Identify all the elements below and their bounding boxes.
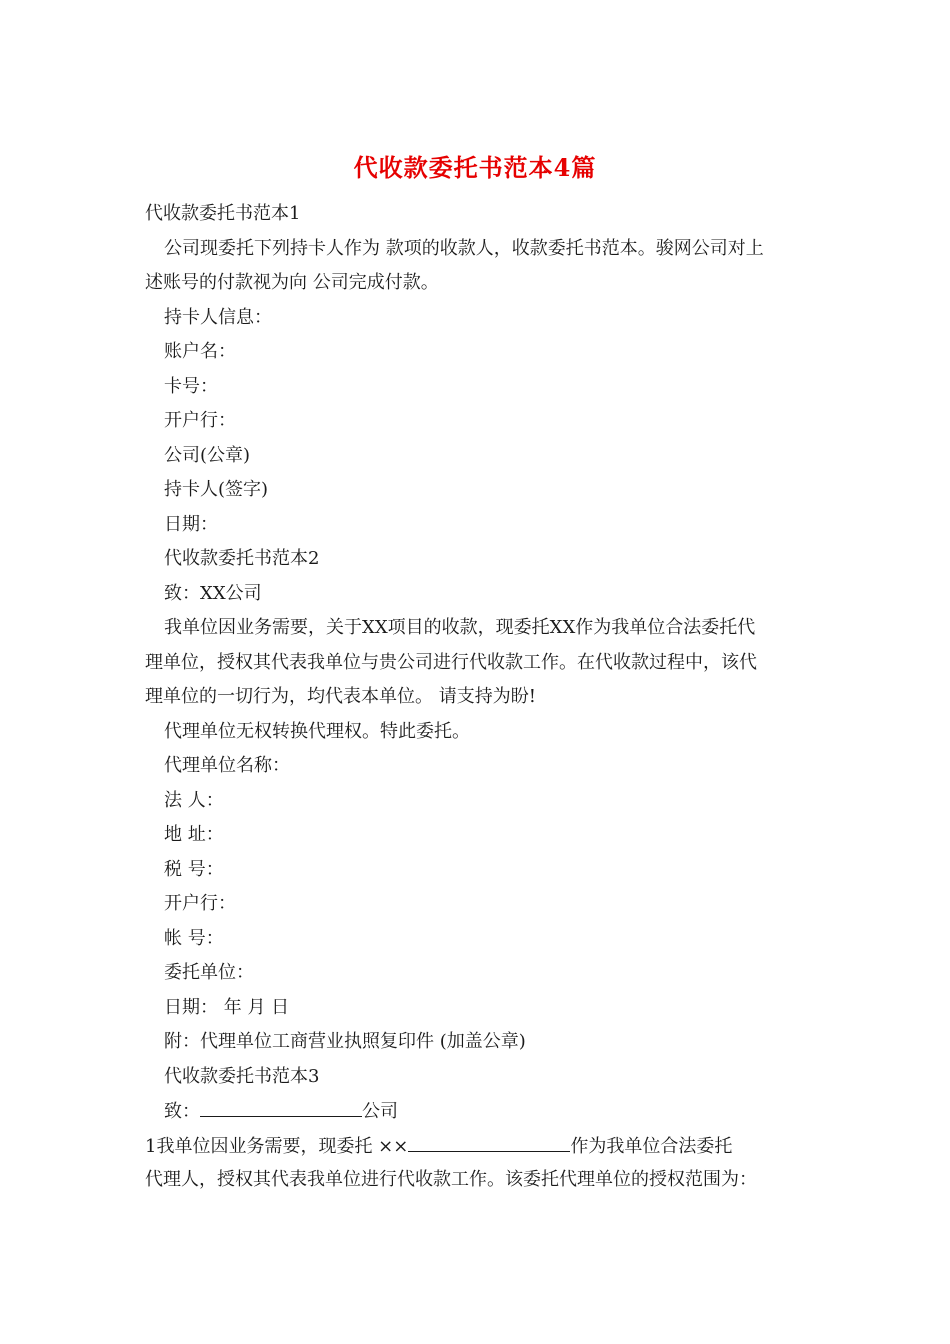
entrusting-unit-label: 委托单位： bbox=[164, 962, 254, 983]
section-3-recipient bbox=[145, 1094, 810, 1129]
section-1-paragraph-line-2: 述账号的付款视为向 公司完成付款。 bbox=[145, 272, 439, 293]
paragraph-prefix: 1我单位因业务需要，现委托 ×× bbox=[145, 1135, 409, 1157]
tax-number-label: 税 号： bbox=[164, 858, 224, 880]
section-3-heading: 代收款委托书范本3 bbox=[164, 1065, 320, 1087]
section-2-paragraph-line-2: 理单位，授权其代表我单位与贵公司进行代收款工作。在代收款过程中，该代 bbox=[145, 651, 757, 673]
attachment-note: 附：代理单位工商营业执照复印件 (加盖公章) bbox=[164, 1031, 526, 1052]
section-2-paragraph-line-1: 我单位因业务需要，关于XX项目的收款，现委托XX作为我单位合法委托代 bbox=[164, 617, 756, 638]
section-2-recipient: 致：XX公司 bbox=[164, 582, 262, 604]
date-ymd-label: 日期： 年 月 日 bbox=[164, 996, 290, 1018]
section-1-paragraph-line-1: 公司现委托下列持卡人作为 款项的收款人，收款委托书范本。骏网公司对上 bbox=[164, 237, 764, 259]
bank-label-2: 开户行： bbox=[164, 893, 236, 914]
account-name-label: 账户名： bbox=[164, 341, 236, 362]
section-1-heading: 代收款委托书范本1 bbox=[145, 203, 301, 224]
section-2-heading: 代收款委托书范本2 bbox=[164, 548, 320, 569]
bank-label: 开户行： bbox=[164, 410, 236, 431]
section-2-paragraph-2: 代理单位无权转换代理权。特此委托。 bbox=[164, 720, 470, 742]
document-body bbox=[145, 197, 810, 1198]
document-title: 代收款委托书范本4篇 bbox=[353, 153, 597, 182]
company-seal-label: 公司(公章) bbox=[164, 444, 251, 466]
section-3-paragraph-line-1 bbox=[145, 1129, 810, 1164]
paragraph-suffix: 作为我单位合法委托 bbox=[570, 1135, 733, 1157]
section-3-paragraph-line-2: 代理人，授权其代表我单位进行代收款工作。该委托代理单位的授权范围为： bbox=[145, 1169, 757, 1190]
cardholder-info-label: 持卡人信息： bbox=[164, 306, 272, 328]
agent-name-blank bbox=[408, 1129, 570, 1152]
company-name-blank bbox=[200, 1094, 362, 1117]
address-label: 地 址： bbox=[164, 824, 224, 845]
agent-name-label: 代理单位名称： bbox=[164, 755, 290, 776]
legal-person-label: 法 人： bbox=[164, 789, 224, 811]
card-number-label: 卡号： bbox=[164, 375, 218, 397]
recipient-prefix: 致： bbox=[164, 1101, 200, 1122]
cardholder-signature-label: 持卡人(签字) bbox=[164, 479, 269, 500]
section-2-paragraph-line-3: 理单位的一切行为，均代表本单位。 请支持为盼! bbox=[145, 686, 536, 707]
recipient-suffix: 公司 bbox=[362, 1101, 398, 1122]
date-label: 日期： bbox=[164, 513, 218, 535]
account-number-label: 帐 号： bbox=[164, 927, 224, 949]
